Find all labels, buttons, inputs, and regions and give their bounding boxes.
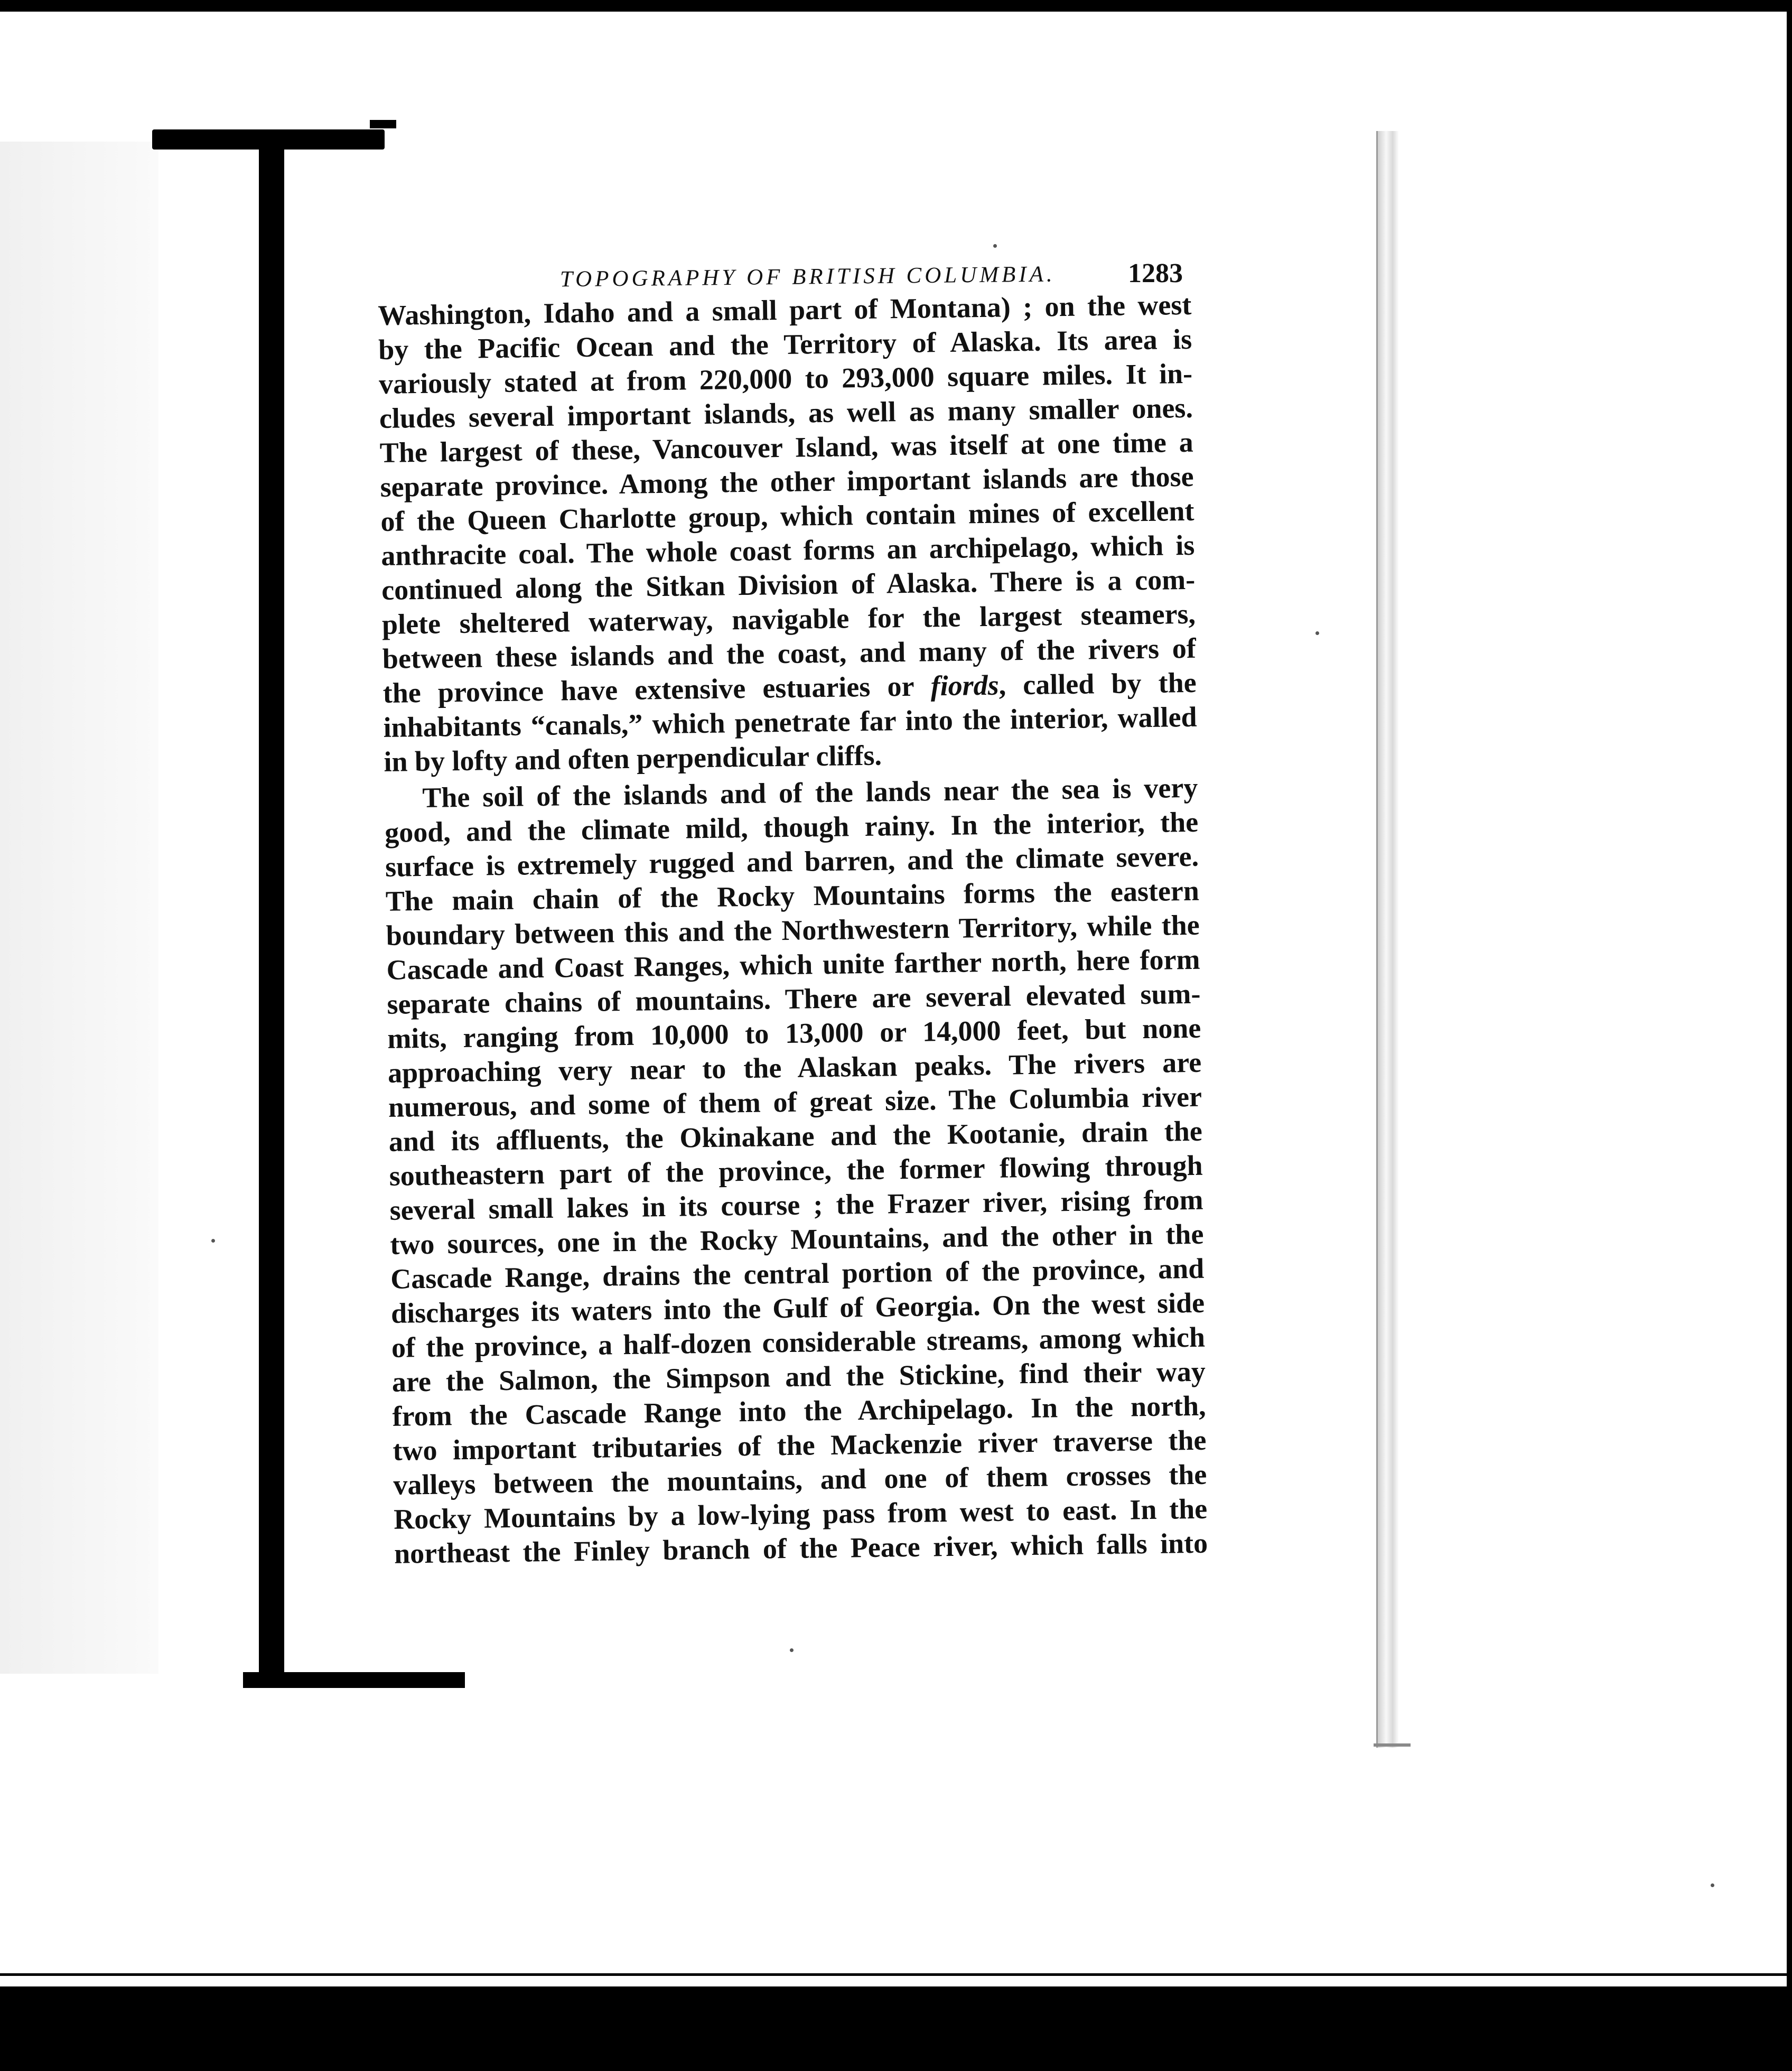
text-line: by the Pacific Ocean and the Territory of Alaska. Its area is	[378, 323, 1192, 366]
page-edge-cap	[1374, 1743, 1411, 1747]
text-line: valleys between the mountains, and one of them crosses the	[393, 1458, 1207, 1501]
text-line: of the province, a half-dozen considerable streams, among which	[391, 1321, 1206, 1364]
text-line: of the Queen Charlotte group, which contain mines of excellent	[380, 495, 1194, 537]
text-line: cludes several important islands, as well as many smaller ones.	[379, 391, 1193, 434]
text-line: two sources, one in the Rocky Mountains, and the other in the	[390, 1218, 1204, 1261]
text-line: Cascade and Coast Ranges, which unite farther north, here form	[386, 943, 1200, 986]
paragraph	[378, 288, 1198, 779]
text-line: two important tributaries of the Mackenzie river traverse the	[393, 1424, 1207, 1467]
dust-speck	[1315, 631, 1319, 635]
scan-border-bottom-line	[0, 1973, 1792, 1976]
text-line: several small lakes in its course ; the Frazer river, rising from	[389, 1183, 1203, 1226]
book-clamp-bar	[259, 143, 284, 1680]
text-line: Washington, Idaho and a small part of Montana) ; on the west	[378, 288, 1192, 331]
text-line: southeastern part of the province, the former flowing through	[389, 1149, 1203, 1192]
text-line: separate province. Among the other important islands are those	[380, 460, 1194, 503]
running-head: TOPOGRAPHY OF BRITISH COLUMBIA.	[559, 262, 1056, 292]
text-line: and its affluents, the Okinakane and the Kootanie, drain the	[388, 1115, 1203, 1158]
text-line: the province have extensive estuaries or fiords, called by the	[382, 666, 1197, 709]
text-line: boundary between this and the Northwestern Territory, while the	[386, 909, 1200, 951]
scan-border-right	[1787, 0, 1792, 2071]
text-line: plete sheltered waterway, navigable for the largest steamers,	[381, 598, 1196, 640]
text-line: good, and the climate mild, though rainy. In the interior, the	[384, 806, 1199, 848]
scan-border-bottom	[0, 1986, 1792, 2071]
text-line: numerous, and some of them of great size. The Columbia river	[388, 1080, 1202, 1123]
text-line: variously stated at from 220,000 to 293,000 square miles. It in-	[378, 357, 1193, 400]
book-clamp-bottom	[243, 1672, 465, 1688]
text-line: The largest of these, Vancouver Island, was itself at one time a	[379, 426, 1194, 469]
body-text	[378, 288, 1208, 1571]
text-line: between these islands and the coast, and many of the rivers of	[382, 632, 1197, 675]
text-line: inhabitants “canals,” which penetrate far into the interior, walled	[383, 701, 1197, 743]
text-line: discharges its waters into the Gulf of Georgia. On the west side	[390, 1286, 1205, 1329]
text-line: The soil of the islands and of the lands near the sea is very	[422, 771, 1198, 814]
text-line: anthracite coal. The whole coast forms an archipelago, which is	[380, 529, 1195, 572]
scan-border-top-gap	[0, 12, 1792, 16]
page-edge	[1376, 131, 1399, 1748]
text-line: continued along the Sitkan Division of Alaska. There is a com-	[381, 563, 1196, 606]
book-clamp-tab	[370, 120, 396, 128]
facing-page-shadow	[0, 142, 158, 1674]
text-line: approaching very near to the Alaskan peaks. The rivers are	[387, 1046, 1202, 1089]
text-line: northeast the Finley branch of the Peace river, which falls into	[394, 1527, 1208, 1570]
text-line: from the Cascade Range into the Archipelago. In the north,	[392, 1389, 1206, 1432]
dust-speck	[790, 1648, 794, 1652]
text-line: separate chains of mountains. There are several elevated sum-	[387, 977, 1201, 1020]
text-line: mits, ranging from 10,000 to 13,000 or 14,000 feet, but none	[387, 1012, 1201, 1055]
text-line: The main chain of the Rocky Mountains forms the eastern	[385, 874, 1200, 917]
text-line: Cascade Range, drains the central portion of the province, and	[390, 1252, 1205, 1295]
scan-border-top	[0, 0, 1792, 12]
page-number: 1283	[1128, 258, 1183, 288]
dust-speck	[993, 244, 997, 248]
text-line: Rocky Mountains by a low-lying pass from west to east. In the	[393, 1492, 1208, 1535]
paragraph	[384, 771, 1208, 1571]
italic-word: fiords	[930, 669, 1000, 702]
text-line: in by lofty and often perpendicular cliffs.	[384, 739, 882, 778]
dust-speck	[1711, 1883, 1714, 1887]
text-line: surface is extremely rugged and barren, and the climate severe.	[385, 840, 1199, 883]
text-line: are the Salmon, the Simpson and the Stickine, find their way	[391, 1355, 1206, 1398]
dust-speck	[211, 1239, 215, 1243]
